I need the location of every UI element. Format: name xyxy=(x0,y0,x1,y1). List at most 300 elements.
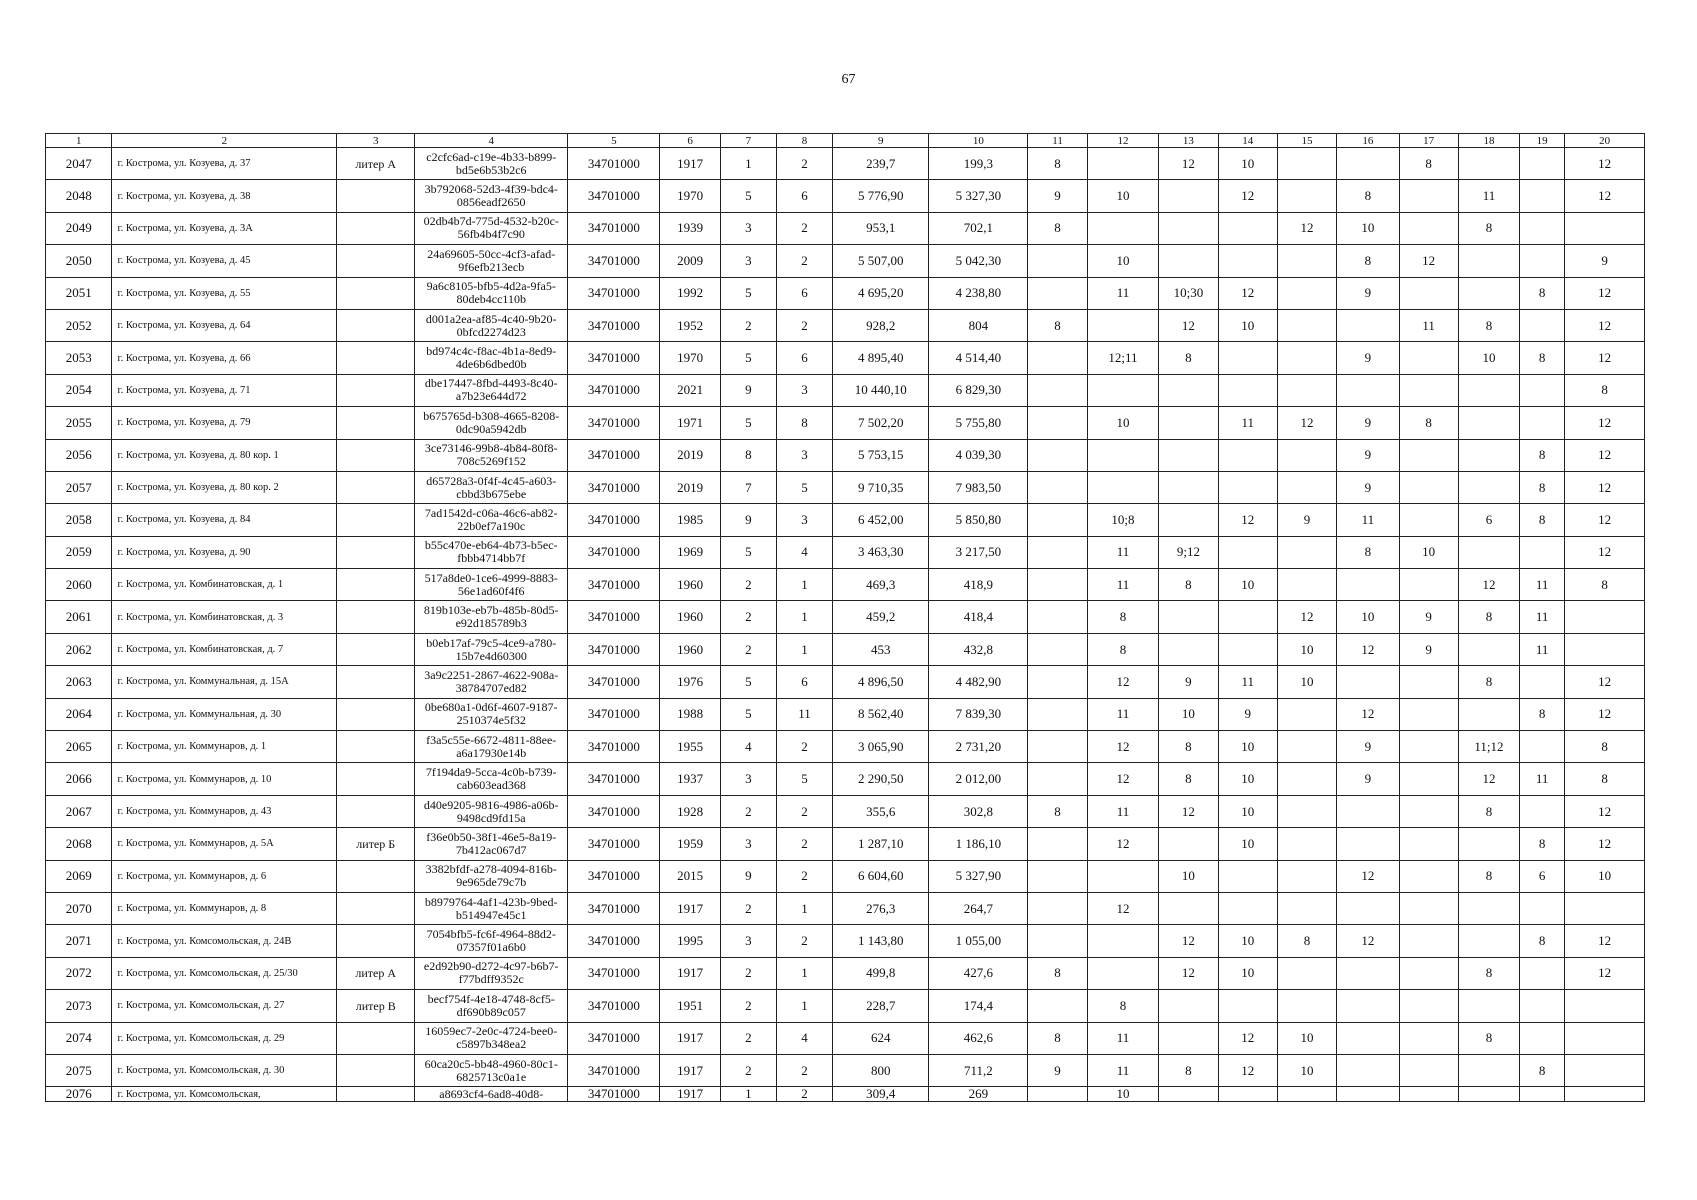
col-11-cell xyxy=(1028,342,1087,374)
house-guid-cell: f36e0b50-38f1-46e5-8a19-7b412ac067d7 xyxy=(415,828,568,860)
col-20-cell: 12 xyxy=(1565,957,1645,989)
house-guid-cell: 7054bfb5-fc6f-4964-88d2-07357f01a6b0 xyxy=(415,925,568,957)
col-14-cell: 10 xyxy=(1218,957,1277,989)
col-13-cell: 8 xyxy=(1159,569,1218,601)
col-16-cell xyxy=(1337,666,1399,698)
floors-cell: 2 xyxy=(720,601,776,633)
col-11-cell xyxy=(1028,536,1087,568)
row-number-cell: 2060 xyxy=(46,569,112,601)
row-number-cell: 2055 xyxy=(46,407,112,439)
col-12-cell: 10 xyxy=(1087,180,1159,212)
col-16-cell xyxy=(1337,1087,1399,1102)
col-18-cell: 8 xyxy=(1458,1022,1519,1054)
col-18-cell: 11;12 xyxy=(1458,731,1519,763)
total-area-cell: 4 895,40 xyxy=(833,342,929,374)
col-12-cell: 10;8 xyxy=(1087,504,1159,536)
oktmo-code-cell: 34701000 xyxy=(568,471,660,503)
address-cell: г. Кострома, ул. Козуева, д. 55 xyxy=(112,277,337,309)
build-year-cell: 1960 xyxy=(660,633,720,665)
litera-cell xyxy=(337,698,415,730)
col-12-cell: 12 xyxy=(1087,828,1159,860)
col-13-cell xyxy=(1159,990,1218,1022)
row-number-cell: 2076 xyxy=(46,1087,112,1102)
build-year-cell: 1985 xyxy=(660,504,720,536)
living-area-cell: 6 829,30 xyxy=(929,374,1028,406)
oktmo-code-cell: 34701000 xyxy=(568,763,660,795)
col-18-cell: 8 xyxy=(1458,601,1519,633)
col-20-cell: 12 xyxy=(1565,536,1645,568)
oktmo-code-cell: 34701000 xyxy=(568,990,660,1022)
floors-cell: 2 xyxy=(720,309,776,341)
col-14-cell: 9 xyxy=(1218,698,1277,730)
row-number-cell: 2070 xyxy=(46,892,112,924)
litera-cell xyxy=(337,277,415,309)
column-header-19: 19 xyxy=(1520,134,1565,148)
col-13-cell: 12 xyxy=(1159,148,1218,180)
entrances-cell: 2 xyxy=(776,212,832,244)
address-cell: г. Кострома, ул. Козуева, д. 80 кор. 2 xyxy=(112,471,337,503)
col-20-cell: 8 xyxy=(1565,763,1645,795)
col-12-cell xyxy=(1087,957,1159,989)
table-row xyxy=(46,439,1645,471)
col-20-cell: 9 xyxy=(1565,245,1645,277)
col-11-cell xyxy=(1028,925,1087,957)
col-14-cell xyxy=(1218,439,1277,471)
col-17-cell xyxy=(1399,439,1458,471)
col-20-cell: 12 xyxy=(1565,504,1645,536)
address-cell: г. Кострома, ул. Коммунальная, д. 15А xyxy=(112,666,337,698)
col-20-cell: 12 xyxy=(1565,925,1645,957)
build-year-cell: 1917 xyxy=(660,1087,720,1102)
col-17-cell xyxy=(1399,1022,1458,1054)
build-year-cell: 1937 xyxy=(660,763,720,795)
build-year-cell: 2019 xyxy=(660,439,720,471)
build-year-cell: 1917 xyxy=(660,1022,720,1054)
litera-cell xyxy=(337,245,415,277)
col-15-cell xyxy=(1277,342,1336,374)
col-17-cell: 9 xyxy=(1399,601,1458,633)
oktmo-code-cell: 34701000 xyxy=(568,1087,660,1102)
house-guid-cell: f3a5c55e-6672-4811-88ee-a6a17930e14b xyxy=(415,731,568,763)
col-11-cell xyxy=(1028,731,1087,763)
col-15-cell xyxy=(1277,860,1336,892)
col-11-cell xyxy=(1028,407,1087,439)
col-19-cell xyxy=(1520,180,1565,212)
house-guid-cell: a8693cf4-6ad8-40d8- xyxy=(415,1087,568,1102)
column-header-7: 7 xyxy=(720,134,776,148)
build-year-cell: 2019 xyxy=(660,471,720,503)
entrances-cell: 2 xyxy=(776,1087,832,1102)
living-area-cell: 1 055,00 xyxy=(929,925,1028,957)
col-13-cell: 10 xyxy=(1159,698,1218,730)
floors-cell: 5 xyxy=(720,536,776,568)
col-18-cell: 11 xyxy=(1458,180,1519,212)
col-12-cell: 8 xyxy=(1087,633,1159,665)
col-17-cell xyxy=(1399,277,1458,309)
col-11-cell: 8 xyxy=(1028,148,1087,180)
build-year-cell: 2021 xyxy=(660,374,720,406)
column-header-12: 12 xyxy=(1087,134,1159,148)
address-cell: г. Кострома, ул. Козуева, д. 79 xyxy=(112,407,337,439)
col-14-cell xyxy=(1218,245,1277,277)
col-20-cell: 12 xyxy=(1565,666,1645,698)
oktmo-code-cell: 34701000 xyxy=(568,439,660,471)
litera-cell xyxy=(337,1087,415,1102)
col-20-cell: 12 xyxy=(1565,148,1645,180)
col-12-cell: 12;11 xyxy=(1087,342,1159,374)
col-11-cell xyxy=(1028,990,1087,1022)
litera-cell xyxy=(337,633,415,665)
table-row xyxy=(46,828,1645,860)
total-area-cell: 459,2 xyxy=(833,601,929,633)
table-row xyxy=(46,212,1645,244)
living-area-cell: 7 983,50 xyxy=(929,471,1028,503)
col-16-cell xyxy=(1337,957,1399,989)
col-14-cell: 10 xyxy=(1218,731,1277,763)
col-14-cell xyxy=(1218,633,1277,665)
col-13-cell xyxy=(1159,1087,1218,1102)
col-15-cell: 12 xyxy=(1277,601,1336,633)
total-area-cell: 953,1 xyxy=(833,212,929,244)
litera-cell xyxy=(337,180,415,212)
address-cell: г. Кострома, ул. Комсомольская, д. 30 xyxy=(112,1054,337,1086)
litera-cell xyxy=(337,1022,415,1054)
living-area-cell: 5 755,80 xyxy=(929,407,1028,439)
house-guid-cell: 9a6c8105-bfb5-4d2a-9fa5-80deb4cc110b xyxy=(415,277,568,309)
col-12-cell xyxy=(1087,471,1159,503)
col-11-cell xyxy=(1028,860,1087,892)
litera-cell: литер В xyxy=(337,990,415,1022)
col-13-cell: 12 xyxy=(1159,925,1218,957)
col-13-cell xyxy=(1159,633,1218,665)
col-17-cell xyxy=(1399,763,1458,795)
address-cell: г. Кострома, ул. Козуева, д. 3А xyxy=(112,212,337,244)
col-15-cell xyxy=(1277,536,1336,568)
col-14-cell xyxy=(1218,860,1277,892)
house-guid-cell: 02db4b7d-775d-4532-b20c-56fb4b4f7c90 xyxy=(415,212,568,244)
house-guid-cell: becf754f-4e18-4748-8cf5-df690b89c057 xyxy=(415,990,568,1022)
table-row xyxy=(46,731,1645,763)
col-18-cell: 8 xyxy=(1458,957,1519,989)
column-header-20: 20 xyxy=(1565,134,1645,148)
entrances-cell: 2 xyxy=(776,828,832,860)
col-15-cell xyxy=(1277,439,1336,471)
header-row xyxy=(46,134,1645,148)
col-14-cell xyxy=(1218,536,1277,568)
col-17-cell: 8 xyxy=(1399,407,1458,439)
col-11-cell xyxy=(1028,1087,1087,1102)
col-15-cell xyxy=(1277,245,1336,277)
col-16-cell: 11 xyxy=(1337,504,1399,536)
row-number-cell: 2059 xyxy=(46,536,112,568)
col-18-cell xyxy=(1458,1087,1519,1102)
column-header-3: 3 xyxy=(337,134,415,148)
address-cell: г. Кострома, ул. Козуева, д. 80 кор. 1 xyxy=(112,439,337,471)
house-guid-cell: 819b103e-eb7b-485b-80d5-e92d185789b3 xyxy=(415,601,568,633)
col-20-cell: 8 xyxy=(1565,731,1645,763)
col-14-cell: 12 xyxy=(1218,504,1277,536)
col-16-cell: 8 xyxy=(1337,245,1399,277)
col-13-cell xyxy=(1159,892,1218,924)
entrances-cell: 3 xyxy=(776,374,832,406)
col-17-cell xyxy=(1399,374,1458,406)
address-cell: г. Кострома, ул. Комсомольская, xyxy=(112,1087,337,1102)
build-year-cell: 1988 xyxy=(660,698,720,730)
col-19-cell: 8 xyxy=(1520,277,1565,309)
address-cell: г. Кострома, ул. Козуева, д. 64 xyxy=(112,309,337,341)
oktmo-code-cell: 34701000 xyxy=(568,601,660,633)
col-20-cell xyxy=(1565,633,1645,665)
col-19-cell: 6 xyxy=(1520,860,1565,892)
col-11-cell xyxy=(1028,471,1087,503)
build-year-cell: 1970 xyxy=(660,180,720,212)
col-18-cell: 10 xyxy=(1458,342,1519,374)
col-13-cell xyxy=(1159,471,1218,503)
col-19-cell xyxy=(1520,795,1565,827)
col-17-cell: 8 xyxy=(1399,148,1458,180)
floors-cell: 5 xyxy=(720,698,776,730)
build-year-cell: 1917 xyxy=(660,148,720,180)
col-15-cell: 10 xyxy=(1277,1054,1336,1086)
col-16-cell xyxy=(1337,569,1399,601)
house-guid-cell: b55c470e-eb64-4b73-b5ec-fbbb4714bb7f xyxy=(415,536,568,568)
floors-cell: 3 xyxy=(720,245,776,277)
entrances-cell: 2 xyxy=(776,148,832,180)
col-19-cell xyxy=(1520,1022,1565,1054)
col-16-cell: 12 xyxy=(1337,925,1399,957)
oktmo-code-cell: 34701000 xyxy=(568,148,660,180)
col-19-cell xyxy=(1520,212,1565,244)
col-20-cell: 12 xyxy=(1565,342,1645,374)
floors-cell: 9 xyxy=(720,504,776,536)
total-area-cell: 1 287,10 xyxy=(833,828,929,860)
col-18-cell xyxy=(1458,698,1519,730)
col-11-cell: 8 xyxy=(1028,1022,1087,1054)
house-guid-cell: 60ca20c5-bb48-4960-80c1-6825713c0a1e xyxy=(415,1054,568,1086)
col-16-cell xyxy=(1337,374,1399,406)
col-20-cell xyxy=(1565,1054,1645,1086)
column-header-10: 10 xyxy=(929,134,1028,148)
table-row xyxy=(46,763,1645,795)
col-19-cell: 8 xyxy=(1520,828,1565,860)
litera-cell xyxy=(337,795,415,827)
col-13-cell xyxy=(1159,1022,1218,1054)
row-number-cell: 2069 xyxy=(46,860,112,892)
entrances-cell: 2 xyxy=(776,309,832,341)
house-guid-cell: 7f194da9-5cca-4c0b-b739-cab603ead368 xyxy=(415,763,568,795)
col-16-cell: 9 xyxy=(1337,439,1399,471)
col-15-cell xyxy=(1277,471,1336,503)
col-13-cell: 9 xyxy=(1159,666,1218,698)
column-header-16: 16 xyxy=(1337,134,1399,148)
living-area-cell: 1 186,10 xyxy=(929,828,1028,860)
living-area-cell: 5 850,80 xyxy=(929,504,1028,536)
row-number-cell: 2066 xyxy=(46,763,112,795)
floors-cell: 3 xyxy=(720,763,776,795)
col-19-cell: 11 xyxy=(1520,601,1565,633)
build-year-cell: 1955 xyxy=(660,731,720,763)
total-area-cell: 239,7 xyxy=(833,148,929,180)
col-12-cell xyxy=(1087,212,1159,244)
table-row xyxy=(46,925,1645,957)
col-15-cell xyxy=(1277,828,1336,860)
build-year-cell: 1959 xyxy=(660,828,720,860)
floors-cell: 1 xyxy=(720,1087,776,1102)
address-cell: г. Кострома, ул. Козуева, д. 90 xyxy=(112,536,337,568)
col-12-cell xyxy=(1087,309,1159,341)
col-15-cell xyxy=(1277,374,1336,406)
total-area-cell: 9 710,35 xyxy=(833,471,929,503)
col-16-cell xyxy=(1337,1022,1399,1054)
col-19-cell: 8 xyxy=(1520,439,1565,471)
col-17-cell xyxy=(1399,342,1458,374)
col-14-cell: 10 xyxy=(1218,148,1277,180)
col-13-cell xyxy=(1159,828,1218,860)
living-area-cell: 302,8 xyxy=(929,795,1028,827)
col-12-cell xyxy=(1087,439,1159,471)
oktmo-code-cell: 34701000 xyxy=(568,536,660,568)
entrances-cell: 4 xyxy=(776,1022,832,1054)
col-13-cell xyxy=(1159,245,1218,277)
col-12-cell: 8 xyxy=(1087,601,1159,633)
oktmo-code-cell: 34701000 xyxy=(568,860,660,892)
litera-cell xyxy=(337,569,415,601)
col-12-cell xyxy=(1087,148,1159,180)
col-15-cell xyxy=(1277,957,1336,989)
house-guid-cell: 16059ec7-2e0c-4724-bee0-c5897b348ea2 xyxy=(415,1022,568,1054)
floors-cell: 5 xyxy=(720,277,776,309)
col-16-cell: 12 xyxy=(1337,860,1399,892)
col-16-cell xyxy=(1337,309,1399,341)
litera-cell xyxy=(337,860,415,892)
oktmo-code-cell: 34701000 xyxy=(568,795,660,827)
col-14-cell: 10 xyxy=(1218,828,1277,860)
col-19-cell xyxy=(1520,245,1565,277)
total-area-cell: 624 xyxy=(833,1022,929,1054)
col-13-cell: 10 xyxy=(1159,860,1218,892)
oktmo-code-cell: 34701000 xyxy=(568,245,660,277)
table-row xyxy=(46,148,1645,180)
col-11-cell: 9 xyxy=(1028,180,1087,212)
col-19-cell: 8 xyxy=(1520,504,1565,536)
col-20-cell: 8 xyxy=(1565,374,1645,406)
col-16-cell: 10 xyxy=(1337,601,1399,633)
col-20-cell: 12 xyxy=(1565,309,1645,341)
col-12-cell: 12 xyxy=(1087,666,1159,698)
build-year-cell: 2009 xyxy=(660,245,720,277)
col-14-cell xyxy=(1218,471,1277,503)
living-area-cell: 804 xyxy=(929,309,1028,341)
litera-cell xyxy=(337,374,415,406)
col-14-cell: 12 xyxy=(1218,277,1277,309)
total-area-cell: 228,7 xyxy=(833,990,929,1022)
col-13-cell: 10;30 xyxy=(1159,277,1218,309)
col-14-cell: 10 xyxy=(1218,309,1277,341)
row-number-cell: 2062 xyxy=(46,633,112,665)
floors-cell: 5 xyxy=(720,666,776,698)
total-area-cell: 309,4 xyxy=(833,1087,929,1102)
living-area-cell: 427,6 xyxy=(929,957,1028,989)
house-guid-cell: 3a9c2251-2867-4622-908a-38784707ed82 xyxy=(415,666,568,698)
col-14-cell xyxy=(1218,212,1277,244)
build-year-cell: 1960 xyxy=(660,569,720,601)
col-20-cell xyxy=(1565,601,1645,633)
col-11-cell xyxy=(1028,374,1087,406)
col-18-cell: 8 xyxy=(1458,795,1519,827)
address-cell: г. Кострома, ул. Комсомольская, д. 27 xyxy=(112,990,337,1022)
col-15-cell xyxy=(1277,892,1336,924)
address-cell: г. Кострома, ул. Козуева, д. 37 xyxy=(112,148,337,180)
total-area-cell: 4 695,20 xyxy=(833,277,929,309)
living-area-cell: 462,6 xyxy=(929,1022,1028,1054)
col-19-cell: 11 xyxy=(1520,633,1565,665)
table-row xyxy=(46,990,1645,1022)
house-guid-cell: b8979764-4af1-423b-9bed-b514947e45c1 xyxy=(415,892,568,924)
oktmo-code-cell: 34701000 xyxy=(568,1054,660,1086)
col-19-cell xyxy=(1520,1087,1565,1102)
house-guid-cell: 24a69605-50cc-4cf3-afad-9f6efb213ecb xyxy=(415,245,568,277)
table-row xyxy=(46,1054,1645,1086)
litera-cell xyxy=(337,471,415,503)
col-14-cell: 10 xyxy=(1218,925,1277,957)
col-13-cell: 8 xyxy=(1159,763,1218,795)
living-area-cell: 7 839,30 xyxy=(929,698,1028,730)
col-11-cell xyxy=(1028,633,1087,665)
col-11-cell xyxy=(1028,439,1087,471)
col-12-cell: 11 xyxy=(1087,795,1159,827)
col-11-cell xyxy=(1028,892,1087,924)
col-17-cell: 10 xyxy=(1399,536,1458,568)
col-14-cell xyxy=(1218,374,1277,406)
col-17-cell xyxy=(1399,471,1458,503)
floors-cell: 3 xyxy=(720,828,776,860)
row-number-cell: 2051 xyxy=(46,277,112,309)
entrances-cell: 2 xyxy=(776,925,832,957)
table-body xyxy=(46,148,1645,1102)
col-11-cell: 8 xyxy=(1028,212,1087,244)
column-header-5: 5 xyxy=(568,134,660,148)
total-area-cell: 276,3 xyxy=(833,892,929,924)
address-cell: г. Кострома, ул. Коммунаров, д. 43 xyxy=(112,795,337,827)
build-year-cell: 1917 xyxy=(660,1054,720,1086)
house-guid-cell: bd974c4c-f8ac-4b1a-8ed9-4de6b6dbed0b xyxy=(415,342,568,374)
house-guid-cell: 7ad1542d-c06a-46c6-ab82-22b0ef7a190c xyxy=(415,504,568,536)
litera-cell xyxy=(337,536,415,568)
col-13-cell xyxy=(1159,439,1218,471)
build-year-cell: 1969 xyxy=(660,536,720,568)
col-12-cell: 8 xyxy=(1087,990,1159,1022)
floors-cell: 9 xyxy=(720,860,776,892)
table-row xyxy=(46,342,1645,374)
oktmo-code-cell: 34701000 xyxy=(568,277,660,309)
col-17-cell xyxy=(1399,1054,1458,1086)
living-area-cell: 4 039,30 xyxy=(929,439,1028,471)
entrances-cell: 1 xyxy=(776,601,832,633)
col-13-cell: 12 xyxy=(1159,309,1218,341)
col-16-cell: 9 xyxy=(1337,277,1399,309)
table-row xyxy=(46,860,1645,892)
column-header-13: 13 xyxy=(1159,134,1218,148)
build-year-cell: 1917 xyxy=(660,892,720,924)
entrances-cell: 3 xyxy=(776,504,832,536)
row-number-cell: 2068 xyxy=(46,828,112,860)
col-19-cell xyxy=(1520,666,1565,698)
entrances-cell: 2 xyxy=(776,860,832,892)
address-cell: г. Кострома, ул. Козуева, д. 66 xyxy=(112,342,337,374)
col-15-cell xyxy=(1277,309,1336,341)
floors-cell: 4 xyxy=(720,731,776,763)
col-11-cell: 8 xyxy=(1028,957,1087,989)
